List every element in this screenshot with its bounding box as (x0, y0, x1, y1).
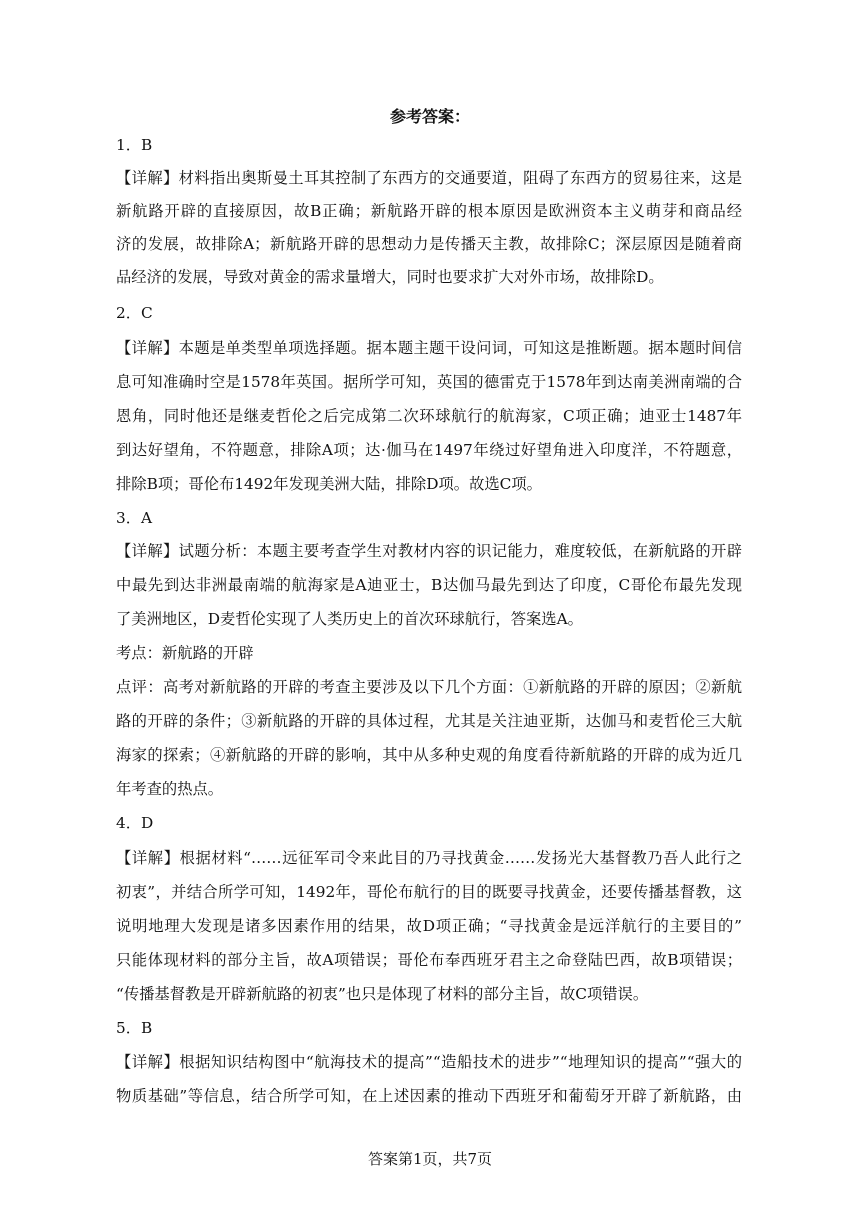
text-line: 恩角，同时他还是继麦哲伦之后完成第二次环球航行的航海家，C项正确；迪亚士1487年 (116, 407, 742, 425)
text-line: 【详解】材料指出奥斯曼土耳其控制了东西方的交通要道，阻碍了东西方的贸易往来，这是 (116, 169, 742, 187)
text-line: 【详解】根据知识结构图中“航海技术的提高”“造船技术的进步”“地理知识的提高”“强大的 (116, 1053, 742, 1071)
text-line: 了美洲地区，D麦哲伦实现了人类历史上的首次环球航行，答案选A。 (116, 610, 583, 628)
answer-number: 5．B (116, 1019, 153, 1037)
answer-number: 4．D (116, 814, 154, 832)
text-line: 【详解】本题是单类型单项选择题。据本题主题干设问词，可知这是推断题。据本题时间信 (116, 339, 742, 357)
answer-number: 2．C (116, 304, 153, 322)
page-footer: 答案第1页，共7页 (367, 1150, 493, 1168)
text-line: 排除B项；哥伦布1492年发现美洲大陆，排除D项。故选C项。 (116, 475, 542, 493)
text-line: 济的发展，故排除A；新航路开辟的思想动力是传播天主教，故排除C；深层原因是随着商 (116, 235, 742, 253)
text-line: 【详解】根据材料“……远征军司令来此目的乃寻找黄金……发扬光大基督教乃吾人此行之 (116, 849, 742, 867)
text-line: 年考查的热点。 (116, 780, 224, 798)
answer-number: 1．B (116, 136, 153, 154)
text-line: 新航路开辟的直接原因，故B正确；新航路开辟的根本原因是欧洲资本主义萌芽和商品经 (116, 202, 742, 220)
text-line: 初衷”，并结合所学可知，1492年，哥伦布航行的目的既要寻找黄金，还要传播基督教，这 (116, 883, 742, 901)
text-line: 点评：高考对新航路的开辟的考查主要涉及以下几个方面：①新航路的开辟的原因；②新航 (116, 678, 742, 696)
text-line: 考点：新航路的开辟 (116, 644, 254, 662)
text-line: 到达好望角，不符题意，排除A项；达·伽马在1497年绕过好望角进入印度洋，不符题意， (116, 441, 742, 459)
page-title: 参考答案： (389, 107, 470, 126)
text-line: 物质基础”等信息，结合所学可知，在上述因素的推动下西班牙和葡萄牙开辟了新航路，由 (116, 1087, 742, 1105)
text-line: 中最先到达非洲最南端的航海家是A迪亚士，B达伽马最先到达了印度，C哥伦布最先发现 (116, 576, 742, 594)
text-line: “传播基督教是开辟新航路的初衷”也只是体现了材料的部分主旨，故C项错误。 (116, 985, 649, 1003)
text-line: 海家的探索；④新航路的开辟的影响，其中从多种史观的角度看待新航路的开辟的成为近几 (116, 746, 742, 764)
text-line: 息可知准确时空是1578年英国。据所学可知，英国的德雷克于1578年到达南美洲南端的合 (116, 373, 742, 391)
text-line: 说明地理大发现是诸多因素作用的结果，故D项正确；“寻找黄金是远洋航行的主要目的” (116, 917, 742, 935)
text-line: 【详解】试题分析：本题主要考查学生对教材内容的识记能力，难度较低，在新航路的开辟 (116, 542, 742, 560)
text-line: 路的开辟的条件；③新航路的开辟的具体过程，尤其是关注迪亚斯，达伽马和麦哲伦三大航 (116, 712, 742, 730)
text-line: 品经济的发展，导致对黄金的需求量增大，同时也要求扩大对外市场，故排除D。 (116, 268, 664, 286)
answer-number: 3．A (116, 509, 153, 527)
text-line: 只能体现材料的部分主旨，故A项错误；哥伦布奉西班牙君主之命登陆巴西，故B项错误； (116, 951, 742, 969)
